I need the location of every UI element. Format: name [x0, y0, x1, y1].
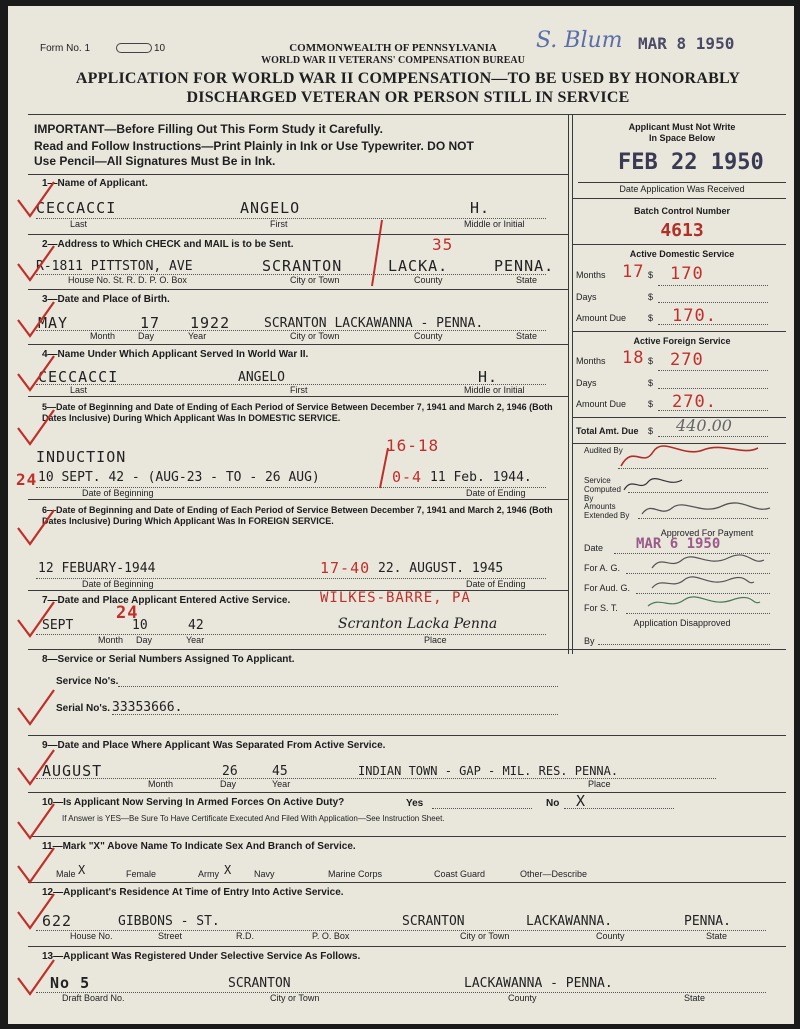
- s8-label: 8—Service or Serial Numbers Assigned To Applicant.: [42, 654, 295, 665]
- s11-male: Male: [56, 869, 76, 879]
- s12-sub-po: P. O. Box: [312, 931, 350, 941]
- for-months: 18: [622, 348, 645, 368]
- s7-sub-place: Place: [424, 635, 447, 645]
- faudg-label: For Aud. G.: [584, 583, 631, 593]
- important-line2: Read and Follow Instructions—Print Plainly in Ink or Use Typewriter. DO NOT: [34, 139, 474, 153]
- check-mark-icon: [14, 242, 58, 286]
- dom-dollar2: $: [648, 292, 654, 302]
- s7-sub-year: Year: [186, 635, 205, 645]
- by-label: By: [584, 636, 595, 646]
- date-received-label: Date Application Was Received: [619, 184, 745, 194]
- s13-sub-city: City or Town: [270, 993, 320, 1003]
- s7-year[interactable]: 42: [188, 618, 204, 633]
- batch-label: Batch Control Number: [633, 206, 730, 216]
- total-label: Total Amt. Due: [576, 426, 639, 436]
- for-days-label: Days: [576, 378, 597, 388]
- s10-no-mark[interactable]: X: [576, 792, 587, 810]
- for-amount1: 270: [670, 350, 704, 370]
- s3-year[interactable]: 1922: [190, 314, 231, 332]
- dom-amount: 170.: [672, 306, 717, 326]
- s9-sub-month: Month: [148, 779, 174, 789]
- s11-army: Army: [198, 869, 219, 879]
- s5-red-num: 16-18: [386, 436, 440, 455]
- s5-end[interactable]: 11 Feb. 1944.: [430, 470, 532, 485]
- s12-street[interactable]: GIBBONS - ST.: [118, 914, 220, 929]
- batch-number: 4613: [660, 220, 704, 241]
- s2-city[interactable]: SCRANTON: [262, 257, 343, 275]
- form-code: 10: [154, 43, 166, 54]
- s5-red-mid: 0-4: [392, 468, 423, 486]
- approved-date: MAR 6 1950: [636, 536, 721, 552]
- s7-red-day: 24: [116, 603, 139, 623]
- s7-sub-month: Month: [98, 635, 124, 645]
- bureau-name: WORLD WAR II VETERANS' COMPENSATION BUREAU: [261, 55, 525, 66]
- approved-label: Approved For Payment: [660, 528, 754, 538]
- s3-label: 3—Date and Place of Birth.: [42, 294, 170, 305]
- s12-sub-house: House No.: [70, 931, 113, 941]
- s2-label: 2—Address to Which CHECK and MAIL is to be Sent.: [42, 239, 294, 250]
- s5-red-prefix: 24: [16, 470, 38, 489]
- s11-navy: Navy: [254, 869, 275, 879]
- form-title-line1: APPLICATION FOR WORLD WAR II COMPENSATION—TO BE USED BY HONORABLY: [75, 70, 741, 87]
- check-mark-icon: [14, 506, 58, 550]
- s1-label: 1—Name of Applicant.: [42, 178, 148, 189]
- s2-sub-county: County: [414, 275, 443, 285]
- check-mark-icon: [14, 598, 58, 642]
- s10-label: 10—Is Applicant Now Serving In Armed Forces On Active Duty?: [42, 797, 345, 808]
- check-mark-icon: [14, 844, 58, 888]
- s4-label: 4—Name Under Which Applicant Served In World War II.: [42, 349, 309, 360]
- s3-month[interactable]: MAY: [38, 314, 69, 332]
- s2-county-num: 35: [432, 235, 454, 254]
- check-mark-icon: [14, 352, 58, 396]
- check-mark-icon: [14, 956, 58, 1000]
- foreign-label: Active Foreign Service: [633, 336, 731, 346]
- s1-sub-first: First: [270, 219, 288, 229]
- s10-yes-label: Yes: [406, 798, 424, 809]
- received-signature: S. Blum: [536, 28, 623, 53]
- s8-service-label: Service No's.: [56, 676, 119, 687]
- s3-sub-city: City or Town: [290, 331, 340, 341]
- for-amount-label: Amount Due: [576, 399, 627, 409]
- s6-begin[interactable]: 12 FEBUARY-1944: [38, 561, 156, 576]
- s9-sub-day: Day: [220, 779, 237, 789]
- s4-sub-first: First: [290, 385, 308, 395]
- s2-house[interactable]: R-1811 PITTSTON, AVE: [36, 259, 193, 274]
- dom-amount1: 170: [670, 264, 704, 284]
- s12-sub-county: County: [596, 931, 625, 941]
- s6-label: 6—Date of Beginning and Date of Ending of Each Period of Service Between December 7, 1941 and March 2, 1946 (Both Dates Inclusive) During Which Applicant Was In FOREIGN SERVICE.: [42, 505, 553, 526]
- union-label-icon: [116, 43, 152, 53]
- s2-county[interactable]: LACKA.: [388, 257, 449, 275]
- s8-serial-label: Serial No's.: [56, 703, 111, 714]
- s11-label: 11—Mark "X" Above Name To Indicate Sex And Branch of Service.: [42, 841, 356, 852]
- check-mark-icon: [14, 890, 58, 934]
- s11-female: Female: [126, 869, 157, 879]
- s1-last[interactable]: CECCACCI: [36, 199, 117, 217]
- faudg-signature: [648, 572, 758, 594]
- approved-date-label: Date: [584, 543, 604, 553]
- for-amount: 270.: [672, 392, 717, 412]
- s5-sub-end: Date of Ending: [466, 488, 526, 498]
- s13-sub-county: County: [508, 993, 537, 1003]
- s11-coast: Coast Guard: [434, 869, 486, 879]
- s13-label: 13—Applicant Was Registered Under Selective Service As Follows.: [42, 951, 361, 962]
- check-mark-icon: [14, 800, 58, 844]
- s4-sub-middle: Middle or Initial: [464, 385, 525, 395]
- s12-sub-rd: R.D.: [236, 931, 254, 941]
- s3-sub-county: County: [414, 331, 443, 341]
- dom-days-label: Days: [576, 292, 597, 302]
- s9-sub-place: Place: [588, 779, 611, 789]
- s3-place[interactable]: SCRANTON LACKAWANNA - PENNA.: [264, 316, 484, 331]
- s11-army-mark[interactable]: X: [224, 863, 232, 877]
- domestic-label: Active Domestic Service: [629, 249, 735, 259]
- audited-label: Audited By: [584, 446, 623, 455]
- dom-dollar1: $: [648, 270, 654, 280]
- received-stamp: MAR 8 1950: [638, 34, 735, 53]
- dom-dollar3: $: [648, 313, 654, 323]
- s6-end[interactable]: 22. AUGUST. 1945: [378, 561, 504, 576]
- s5-note[interactable]: INDUCTION: [36, 448, 127, 466]
- s2-sub-city: City or Town: [290, 275, 340, 285]
- check-mark-icon: [14, 178, 58, 222]
- s7-month[interactable]: SEPT: [42, 618, 74, 633]
- s4-first[interactable]: ANGELO: [238, 370, 285, 385]
- s3-sub-state: State: [516, 331, 538, 341]
- s13-city[interactable]: SCRANTON: [228, 976, 291, 991]
- s12-sub-street: Street: [158, 931, 183, 941]
- total-dollar: $: [648, 426, 654, 436]
- s13-sub-board: Draft Board No.: [62, 993, 125, 1003]
- s4-last[interactable]: CECCACCI: [38, 368, 119, 386]
- check-mark-icon: [14, 686, 58, 730]
- s11-marine: Marine Corps: [328, 869, 383, 879]
- s13-county[interactable]: LACKAWANNA - PENNA.: [464, 976, 613, 991]
- important-line3: Use Pencil—All Signatures Must Be in Ink.: [34, 154, 276, 168]
- s2-state[interactable]: PENNA.: [494, 257, 555, 275]
- date-received-stamp: FEB 22 1950: [618, 150, 764, 175]
- total-amount: 440.00: [676, 416, 732, 435]
- s3-sub-year: Year: [188, 331, 207, 341]
- s3-sub-day: Day: [138, 331, 155, 341]
- s13-board[interactable]: No 5: [50, 974, 91, 992]
- s9-year[interactable]: 45: [272, 764, 288, 779]
- s1-first[interactable]: ANGELO: [240, 199, 301, 217]
- s8-serial[interactable]: 33353666.: [112, 700, 183, 715]
- s9-sub-year: Year: [272, 779, 291, 789]
- fst-signature: [644, 592, 764, 614]
- s12-house[interactable]: 622: [42, 912, 73, 930]
- s6-red-mid: 17-40: [320, 559, 371, 577]
- dom-amount-label: Amount Due: [576, 313, 627, 323]
- s7-red-place: WILKES-BARRE, PA: [320, 590, 471, 606]
- s10-note: If Answer is YES—Be Sure To Have Certificate Executed And Filed With Application—See Instruction Sheet.: [62, 814, 445, 823]
- for-dollar3: $: [648, 399, 654, 409]
- s1-sub-middle: Middle or Initial: [464, 219, 525, 229]
- s3-day[interactable]: 17: [140, 314, 161, 332]
- s6-sub-begin: Date of Beginning: [82, 579, 154, 589]
- s4-sub-last: Last: [70, 385, 88, 395]
- s12-sub-state: State: [706, 931, 728, 941]
- s12-label: 12—Applicant's Residence At Time of Entry Into Active Service.: [42, 887, 344, 898]
- dom-months-label: Months: [576, 270, 606, 280]
- s7-sub-day: Day: [136, 635, 153, 645]
- amounts-extended-label: Amounts Extended By: [584, 502, 630, 520]
- s9-month[interactable]: AUGUST: [42, 762, 103, 780]
- check-mark-icon: [14, 746, 58, 790]
- s12-state[interactable]: PENNA.: [684, 914, 731, 929]
- s1-middle[interactable]: H.: [470, 199, 491, 217]
- fag-label: For A. G.: [584, 563, 621, 573]
- s5-begin[interactable]: 10 SEPT. 42 - (AUG-23 - TO - 26 AUG): [38, 470, 320, 485]
- form-title-line2: DISCHARGED VETERAN OR PERSON STILL IN SERVICE: [186, 89, 630, 106]
- s3-sub-month: Month: [90, 331, 116, 341]
- form-number: Form No. 1: [40, 43, 91, 54]
- red-stroke-icon: [376, 446, 392, 490]
- dom-months: 17: [622, 262, 645, 282]
- for-dollar1: $: [648, 356, 654, 366]
- office-header1: Applicant Must Not Write: [628, 122, 736, 132]
- org-name: COMMONWEALTH OF PENNSYLVANIA: [289, 42, 497, 54]
- s13-sub-state: State: [684, 993, 706, 1003]
- check-mark-icon: [14, 406, 58, 450]
- service-computed-label: Service Computed By: [584, 476, 621, 503]
- s7-label: 7—Date and Place Applicant Entered Active Service.: [42, 595, 291, 606]
- s2-sub-house: House No. St. R. D. P. O. Box: [68, 275, 187, 285]
- office-header2: In Space Below: [648, 133, 716, 143]
- s11-other: Other—Describe: [520, 869, 588, 879]
- s12-sub-city: City or Town: [460, 931, 510, 941]
- s5-label: 5—Date of Beginning and Date of Ending of Each Period of Service Between December 7, 1941 and March 2, 1946 (Both Dates Inclusive) During Which Applicant Was In DOMESTIC SERVICE.: [42, 402, 553, 423]
- s9-label: 9—Date and Place Where Applicant Was Separated From Active Service.: [42, 740, 386, 751]
- s10-no-label: No: [546, 798, 560, 809]
- red-stroke-icon: [368, 218, 388, 288]
- s6-sub-end: Date of Ending: [466, 579, 526, 589]
- s7-place[interactable]: Scranton Lacka Penna: [338, 616, 498, 632]
- s9-day[interactable]: 26: [222, 764, 238, 779]
- fag-signature: [648, 552, 768, 574]
- s12-city[interactable]: SCRANTON: [402, 914, 465, 929]
- check-mark-icon: [14, 298, 58, 342]
- s2-sub-state: State: [516, 275, 538, 285]
- for-dollar2: $: [648, 378, 654, 388]
- s11-male-mark[interactable]: X: [78, 863, 86, 877]
- application-form: [8, 6, 794, 1024]
- s7-day[interactable]: 10: [132, 618, 148, 633]
- s5-sub-begin: Date of Beginning: [82, 488, 154, 498]
- important-line1: IMPORTANT—Before Filling Out This Form Study it Carefully.: [34, 122, 383, 136]
- s9-place[interactable]: INDIAN TOWN - GAP - MIL. RES. PENNA.: [358, 764, 619, 778]
- disapproved-label: Application Disapproved: [633, 618, 731, 628]
- for-months-label: Months: [576, 356, 606, 366]
- s12-county[interactable]: LACKAWANNA.: [526, 914, 613, 929]
- s4-middle[interactable]: H.: [478, 368, 499, 386]
- fst-label: For S. T.: [584, 603, 618, 613]
- s1-sub-last: Last: [70, 219, 88, 229]
